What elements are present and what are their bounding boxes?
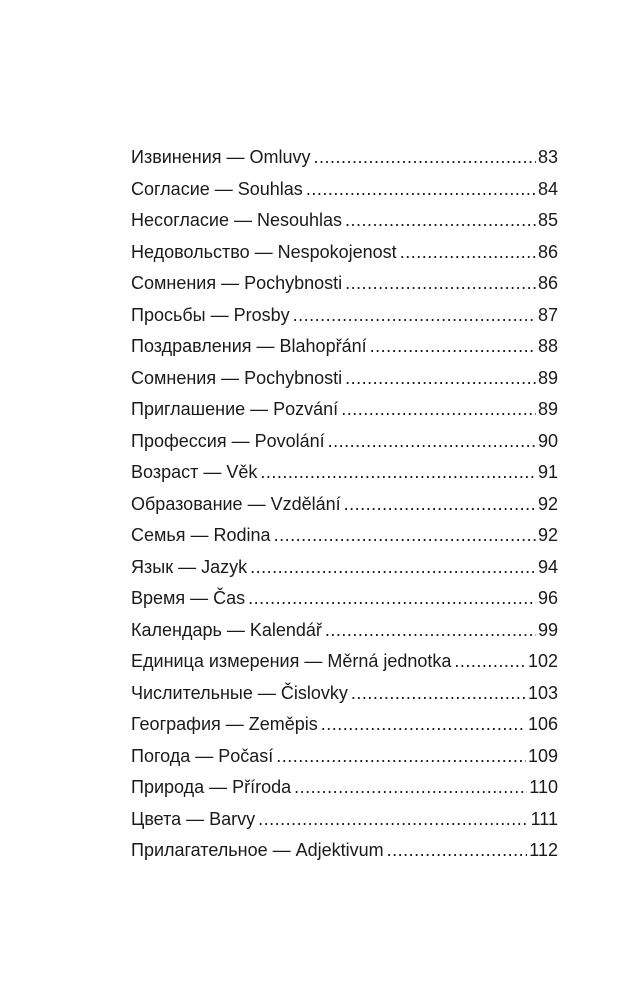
toc-entry bbox=[131, 555, 558, 587]
table-of-contents bbox=[131, 145, 558, 870]
toc-entry-title: Единица измерения — Měrná jednotka bbox=[131, 651, 452, 671]
toc-entry bbox=[131, 712, 558, 744]
toc-entry bbox=[131, 649, 558, 681]
dot-leader bbox=[400, 240, 536, 264]
toc-entry bbox=[131, 271, 558, 303]
dot-leader bbox=[260, 460, 536, 484]
toc-entry-title: Согласие — Souhlas bbox=[131, 178, 303, 199]
dot-leader bbox=[341, 397, 536, 421]
dot-leader bbox=[294, 775, 527, 799]
toc-entry-title: Природа — Příroda bbox=[131, 777, 292, 797]
toc-entry-page: 83 bbox=[537, 147, 558, 167]
toc-entry-page: 109 bbox=[527, 745, 558, 766]
toc-entry-page: 102 bbox=[527, 651, 558, 671]
toc-entry-title: Прилагательное — Adjektivum bbox=[131, 840, 384, 860]
toc-entry-page: 92 bbox=[537, 493, 558, 514]
toc-entry bbox=[131, 208, 558, 240]
toc-entry-page: 94 bbox=[537, 556, 558, 577]
toc-entry-title: Язык — Jazyk bbox=[131, 556, 248, 577]
dot-leader bbox=[328, 429, 536, 453]
toc-entry-page: 90 bbox=[537, 430, 558, 451]
dot-leader bbox=[248, 586, 536, 610]
toc-entry bbox=[131, 240, 558, 272]
toc-entry-title: Возраст — Věk bbox=[131, 462, 258, 482]
toc-entry-title: Несогласие — Nesouhlas bbox=[131, 210, 343, 230]
toc-entry bbox=[131, 460, 558, 492]
toc-entry-title: Сомнения — Pochybnosti bbox=[131, 367, 343, 388]
toc-entry-title: Поздравления — Blahopřání bbox=[131, 336, 367, 356]
toc-entry-title: Образование — Vzdělání bbox=[131, 493, 341, 514]
dot-leader bbox=[387, 838, 528, 862]
dot-leader bbox=[370, 334, 536, 358]
toc-entry bbox=[131, 744, 558, 776]
toc-entry-page: 111 bbox=[530, 808, 558, 829]
dot-leader bbox=[306, 177, 536, 201]
toc-entry bbox=[131, 397, 558, 429]
toc-entry bbox=[131, 775, 558, 807]
toc-entry-title: Погода — Počasí bbox=[131, 745, 274, 766]
dot-leader bbox=[344, 492, 536, 516]
toc-entry bbox=[131, 303, 558, 335]
toc-entry-page: 87 bbox=[537, 304, 558, 325]
toc-entry-title: Сомнения — Pochybnosti bbox=[131, 273, 343, 293]
dot-leader bbox=[345, 366, 536, 390]
toc-entry-page: 85 bbox=[537, 210, 558, 230]
toc-entry-page: 89 bbox=[537, 367, 558, 388]
toc-entry-page: 103 bbox=[527, 682, 558, 703]
toc-entry-page: 110 bbox=[529, 777, 558, 797]
toc-entry bbox=[131, 838, 558, 870]
toc-entry bbox=[131, 429, 558, 461]
toc-entry-title: Извинения — Omluvy bbox=[131, 147, 311, 167]
dot-leader bbox=[351, 681, 526, 705]
toc-entry-title: Профессия — Povolání bbox=[131, 430, 325, 451]
dot-leader bbox=[325, 618, 536, 642]
dot-leader bbox=[250, 555, 536, 579]
toc-entry bbox=[131, 492, 558, 524]
toc-entry bbox=[131, 807, 558, 839]
toc-entry-title: Семья — Rodina bbox=[131, 525, 271, 545]
toc-entry-title: Цвета — Barvy bbox=[131, 808, 256, 829]
dot-leader bbox=[293, 303, 536, 327]
toc-entry bbox=[131, 586, 558, 618]
toc-entry-page: 86 bbox=[537, 273, 558, 293]
toc-entry-page: 86 bbox=[537, 241, 558, 262]
toc-entry-page: 84 bbox=[537, 178, 558, 199]
toc-entry-title: Просьбы — Prosby bbox=[131, 304, 290, 325]
toc-entry-title: География — Zeměpis bbox=[131, 714, 318, 734]
toc-entry bbox=[131, 334, 558, 366]
toc-entry-title: Недовольство — Nespokojenost bbox=[131, 241, 397, 262]
toc-entry bbox=[131, 177, 558, 209]
toc-entry bbox=[131, 366, 558, 398]
dot-leader bbox=[274, 523, 536, 547]
toc-entry-title: Время — Čas bbox=[131, 588, 246, 608]
toc-entry-title: Приглашение — Pozvání bbox=[131, 399, 339, 419]
toc-entry-page: 112 bbox=[529, 840, 558, 860]
toc-entry bbox=[131, 618, 558, 650]
dot-leader bbox=[345, 271, 536, 295]
toc-entry-title: Календарь — Kalendář bbox=[131, 619, 322, 640]
toc-entry-page: 91 bbox=[537, 462, 558, 482]
dot-leader bbox=[276, 744, 526, 768]
toc-entry-page: 89 bbox=[537, 399, 558, 419]
toc-entry-page: 92 bbox=[537, 525, 558, 545]
dot-leader bbox=[454, 649, 526, 673]
toc-entry-page: 88 bbox=[537, 336, 558, 356]
toc-entry-title: Числительные — Čislovky bbox=[131, 682, 348, 703]
dot-leader bbox=[321, 712, 526, 736]
toc-entry bbox=[131, 681, 558, 713]
toc-entry bbox=[131, 523, 558, 555]
toc-entry-page: 106 bbox=[527, 714, 558, 734]
dot-leader bbox=[258, 807, 528, 831]
dot-leader bbox=[345, 208, 536, 232]
toc-entry-page: 96 bbox=[537, 588, 558, 608]
toc-entry-page: 99 bbox=[537, 619, 558, 640]
toc-entry bbox=[131, 145, 558, 177]
dot-leader bbox=[314, 145, 536, 169]
